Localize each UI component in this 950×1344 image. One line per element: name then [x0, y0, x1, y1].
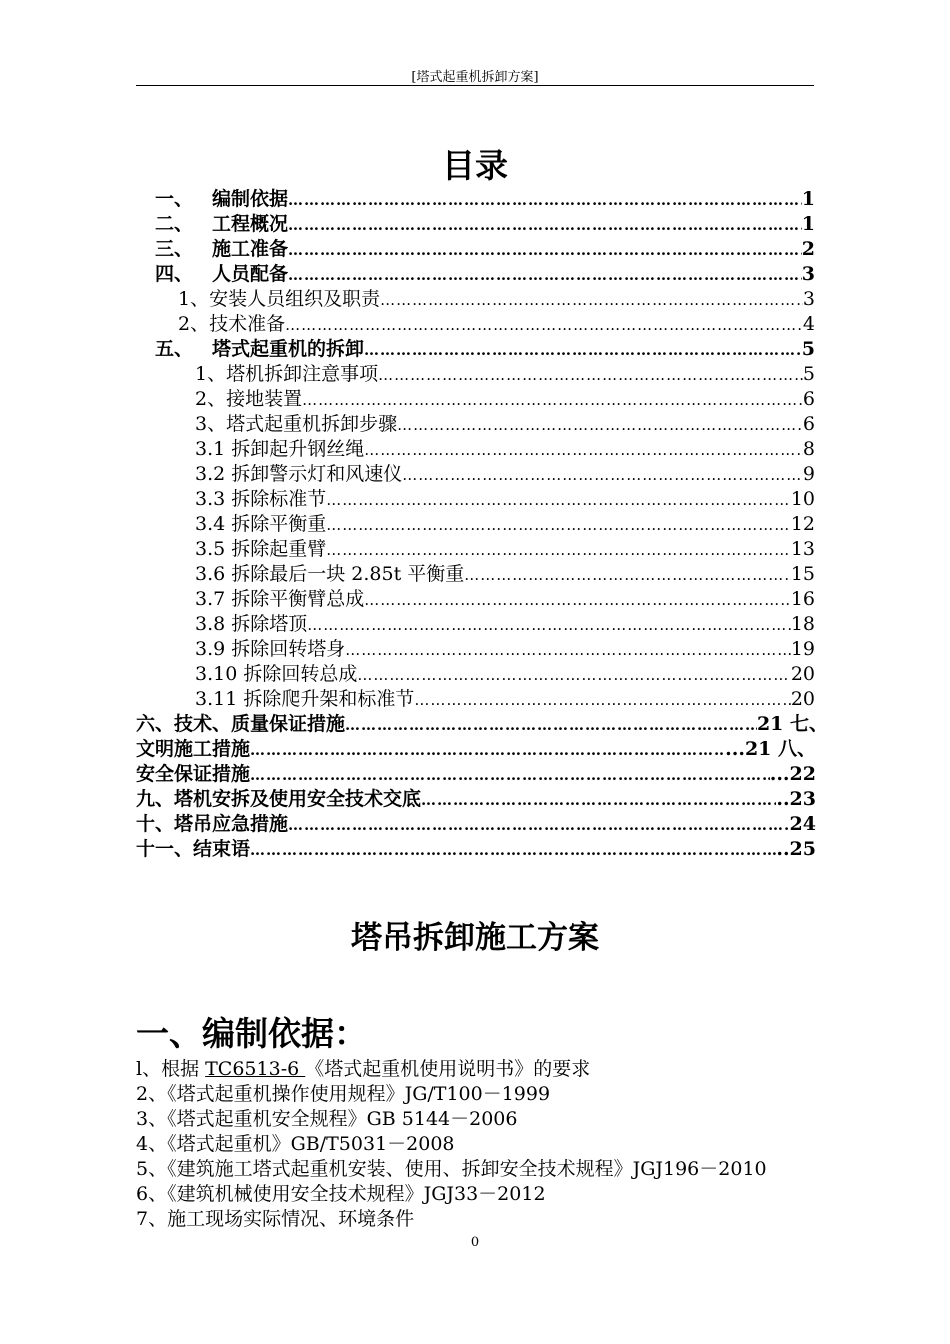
toc-leader: [357, 663, 790, 688]
toc-entry[interactable]: [195, 437, 815, 462]
toc-entry-page: 21 七、: [756, 713, 828, 735]
toc-entry-label: 2、接地装置: [195, 388, 303, 410]
manual-model-link[interactable]: TC6513-6: [205, 1058, 306, 1080]
toc-entry-page: 1: [801, 188, 815, 210]
toc-entry-page: 8: [802, 438, 815, 460]
list-item: 6、《建筑机械使用安全技术规程》JGJ33－2012: [136, 1183, 546, 1205]
toc-leader: [414, 688, 790, 713]
toc-entry[interactable]: [178, 287, 815, 312]
toc-leader: [288, 263, 802, 288]
toc-entry-page: 15: [790, 563, 815, 585]
toc-entry-page: 18: [790, 613, 815, 635]
toc-leader: [345, 713, 757, 738]
toc-entry-label: 安全保证措施: [136, 763, 251, 785]
toc-entry-number: 五、: [155, 338, 194, 360]
toc-entry-label: 3.3 拆除标准节: [195, 488, 327, 510]
list-item: 4、《塔式起重机》GB/T5031－2008: [136, 1133, 455, 1155]
toc-entry[interactable]: [136, 737, 816, 762]
toc-leader: [326, 488, 791, 513]
toc-entry-label: 3.5 拆除起重臂: [195, 538, 327, 560]
toc-entry-page: 10: [790, 488, 815, 510]
toc-entry-label: 3.11 拆除爬升架和标准节: [195, 688, 415, 710]
list-item: 7、施工现场实际情况、环境条件: [136, 1208, 415, 1230]
toc-entry[interactable]: [136, 812, 816, 837]
list-item: 2、《塔式起重机操作使用规程》JG/T100－1999: [136, 1083, 551, 1105]
toc-entry-label: 九、塔机安拆及使用安全技术交底: [136, 788, 422, 810]
toc-leader: [307, 613, 791, 638]
toc-leader: [326, 513, 791, 538]
toc-entry-page: 4: [802, 313, 815, 335]
toc-leader: [364, 438, 803, 463]
toc-entry-label: 2、技术准备: [178, 313, 286, 335]
toc-entry-page: 19: [790, 638, 815, 660]
toc-entry-label: 工程概况: [212, 213, 289, 235]
toc-entry-page: 9: [802, 463, 815, 485]
toc-entry[interactable]: [195, 612, 815, 637]
toc-entry[interactable]: [136, 762, 816, 787]
toc-entry[interactable]: [195, 587, 815, 612]
toc-entry-number: 二、: [155, 213, 194, 235]
toc-entry-label: 3.1 拆卸起升钢丝绳: [195, 438, 365, 460]
toc-leader: [364, 338, 802, 363]
toc-entry-label: 3.8 拆除塔顶: [195, 613, 308, 635]
page-number: 0: [470, 1235, 480, 1250]
toc-entry[interactable]: [155, 237, 815, 262]
toc-leader: [288, 213, 802, 238]
toc-leader: [364, 588, 791, 613]
toc-entry-label: 十一、结束语: [136, 838, 251, 860]
toc-entry-label: 1、塔机拆卸注意事项: [195, 363, 379, 385]
toc-entry-label: 3、塔式起重机拆卸步骤: [195, 413, 398, 435]
toc-entry-number: 三、: [155, 238, 194, 260]
toc-entry[interactable]: [195, 412, 815, 437]
toc-entry-page: 3: [801, 263, 815, 285]
toc-leader: [397, 413, 803, 438]
toc-entry[interactable]: [195, 562, 815, 587]
toc-entry[interactable]: [195, 637, 815, 662]
toc-entry[interactable]: [195, 687, 815, 712]
toc-entry[interactable]: [195, 512, 815, 537]
toc-leader: [402, 463, 803, 488]
toc-entry-page: 24: [789, 813, 816, 835]
list-item: 3、《塔式起重机安全规程》GB 5144－2006: [136, 1108, 518, 1130]
toc-leader: [250, 763, 770, 788]
toc-leader: [288, 238, 802, 263]
toc-entry[interactable]: [155, 212, 815, 237]
toc-entry[interactable]: [195, 537, 815, 562]
toc-entry-page: ...22: [769, 763, 816, 785]
toc-entry-page: 13: [790, 538, 815, 560]
toc-entry-label: 3.2 拆卸警示灯和风速仪: [195, 463, 403, 485]
toc-leader: [288, 188, 802, 213]
toc-entry[interactable]: [136, 712, 828, 737]
toc-entry-label: 人员配备: [212, 263, 289, 285]
toc-entry-label: 塔式起重机的拆卸: [212, 338, 365, 360]
toc-entry[interactable]: [195, 362, 815, 387]
toc-leader: [380, 288, 803, 313]
toc-leader: [378, 363, 803, 388]
toc-entry-page: 2: [801, 238, 815, 260]
toc-entry[interactable]: [195, 462, 815, 487]
toc-entry[interactable]: [178, 312, 815, 337]
toc-entry-label: 六、技术、质量保证措施: [136, 713, 346, 735]
toc-entry[interactable]: [136, 837, 816, 862]
toc-leader: [326, 538, 791, 563]
toc-entry-page: 5: [802, 363, 815, 385]
toc-leader: [345, 638, 791, 663]
toc-title: 目录: [442, 146, 508, 185]
toc-entry-label: 十、塔吊应急措施: [136, 813, 289, 835]
toc-entry-label: 3.4 拆除平衡重: [195, 513, 327, 535]
toc-entry[interactable]: [195, 662, 815, 687]
toc-entry-page: 6: [802, 413, 815, 435]
toc-entry-label: 3.7 拆除平衡臂总成: [195, 588, 365, 610]
basis-list: [136, 1057, 836, 1232]
toc-entry-page: 3: [802, 288, 815, 310]
toc-entry-label: 3.6 拆除最后一块 2.85t 平衡重: [195, 563, 465, 585]
header-divider: [136, 85, 814, 86]
toc-entry-page: 16: [790, 588, 815, 610]
toc-leader: [302, 388, 803, 413]
toc-entry[interactable]: [155, 187, 815, 212]
toc-entry-page: ...21 八、: [725, 738, 816, 760]
toc-entry-label: 3.10 拆除回转总成: [195, 663, 358, 685]
page-header: [塔式起重机拆卸方案]: [411, 70, 539, 85]
toc-entry-page: 20: [790, 663, 815, 685]
toc-leader: [285, 313, 803, 338]
toc-entry-label: 1、安装人员组织及职责: [178, 288, 381, 310]
toc-leader: [464, 563, 791, 588]
toc-entry-page: ..25: [776, 838, 816, 860]
list-item-text: l、根据: [136, 1058, 206, 1080]
toc-leader: [288, 813, 790, 838]
toc-entry-number: 一、: [155, 188, 194, 210]
toc-entry-page: 5: [801, 338, 815, 360]
toc-entry[interactable]: [136, 787, 816, 812]
toc-leader: [421, 788, 776, 813]
toc-entry-label: 施工准备: [212, 238, 289, 260]
toc-entry-page: 1: [801, 213, 815, 235]
toc-leader: [250, 738, 725, 763]
toc-entry[interactable]: [195, 387, 815, 412]
list-item-text: 《塔式起重机使用说明书》的要求: [305, 1058, 591, 1080]
list-item: [136, 1057, 836, 1082]
toc-leader: [250, 838, 776, 863]
toc-entry-page: ..23: [776, 788, 816, 810]
toc-entry[interactable]: [155, 337, 815, 362]
toc-entry-page: 6: [802, 388, 815, 410]
toc-entry-label: 文明施工措施: [136, 738, 251, 760]
section-heading: 一、编制依据：: [136, 1014, 367, 1053]
toc-entry[interactable]: [195, 487, 815, 512]
toc-entry-label: 编制依据: [212, 188, 289, 210]
toc-entry-number: 四、: [155, 263, 194, 285]
list-item: 5、《建筑施工塔式起重机安装、使用、拆卸安全技术规程》JGJ196－2010: [136, 1158, 767, 1180]
toc-entry-page: 12: [790, 513, 815, 535]
toc-entry-page: 20: [790, 688, 815, 710]
toc-entry-label: 3.9 拆除回转塔身: [195, 638, 346, 660]
document-title: 塔吊拆卸施工方案: [351, 920, 599, 956]
toc-entry[interactable]: [155, 262, 815, 287]
